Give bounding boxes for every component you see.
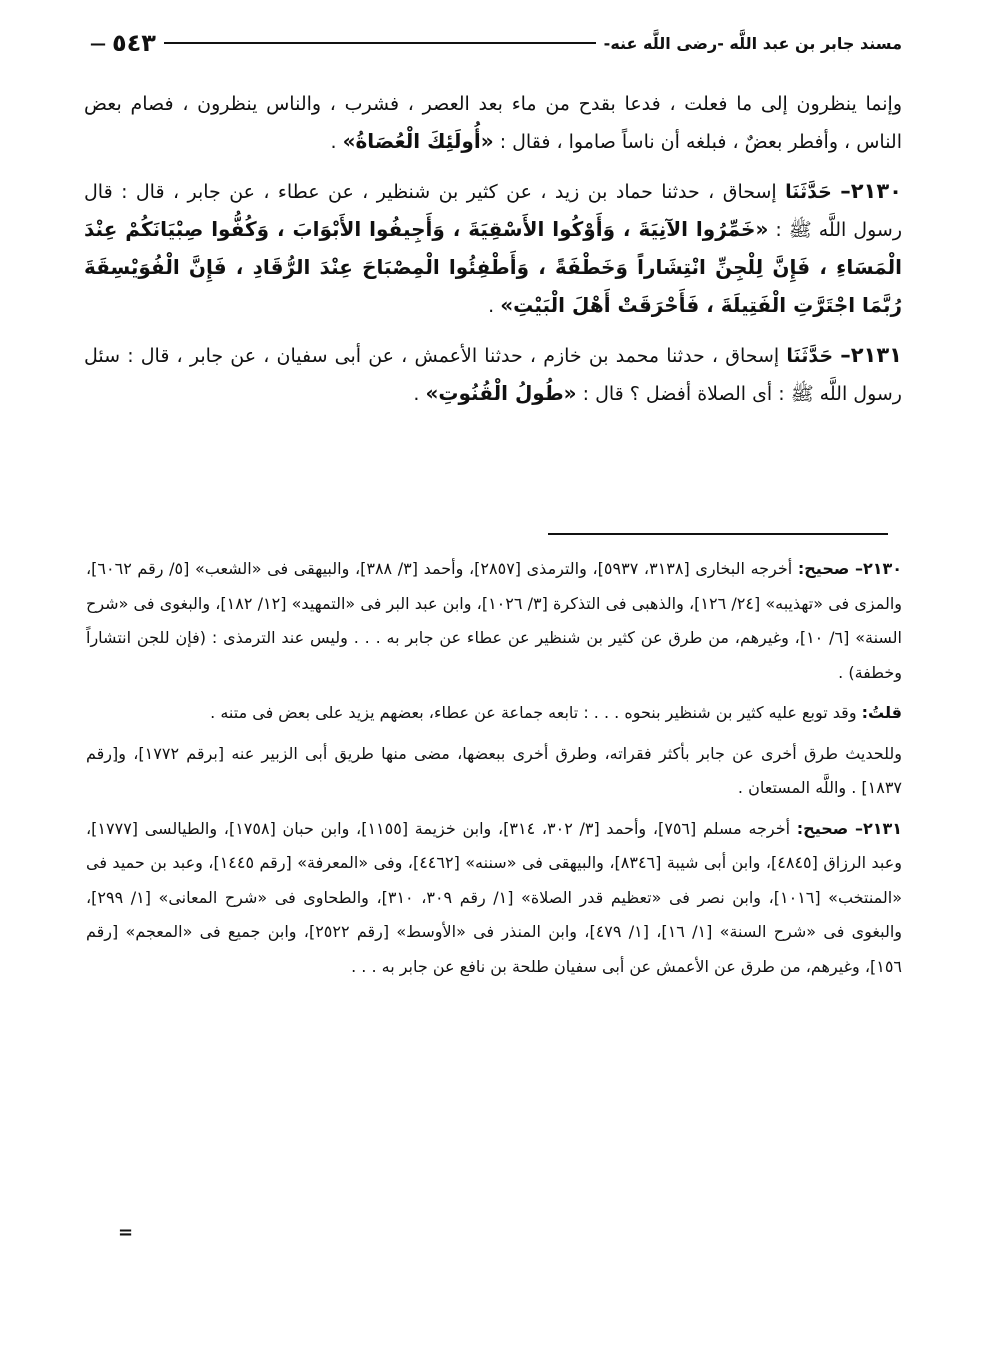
header-dash: — [90, 33, 106, 53]
note-2131-text: أخرجه مسلم [٧٥٦]، وأحمد [٣/ ٣٠٢، ٣١٤]، وابن خزيمة [١١٥٥]، وابن حبان [١٧٥٨]، والطيالسى [١٧٧٧]، وعبد الرزاق [٤٨٤٥]، وابن أبى شيبة [٨٣٤٦]، والبيهقى فى «سننه» [٤٤٦٢]، وفى «المعرفة» [رقم ١٤٤٥]، وعبد بن حميد فى «المنتخب» [١٠١٦]، وابن نصر فى «تعظيم قدر الصلاة» [١/ رقم ٣٠٩، ٣١٠]، والطحاوى فى «شرح المعانى» [١/ ٢٩٩]، والبغوى فى «شرح السنة» [١/ ١٦]، [١/ ٤٧٩]، وابن المنذر فى «الأوسط» [رقم ٢٥٢٢]، وابن جميع فى «المعجم» [رقم ١٥٦]، وغيرهم، من طرق عن الأعمش عن أبى سفيان طلحة بن نافع عن جابر به . . . [86, 818, 903, 976]
note-more-routes: وللحديث طرق أخرى عن جابر بأكثر فقراته، وطرق أخرى ببعضها، مضى منها طريق أبى الزبير عنه [برقم ١٧٧٢]، و[رقم ١٨٣٧] . واللَّه المستعان . [86, 743, 903, 797]
book-title: مسند جابر بن عبد اللَّه -رضى اللَّه عنه- [603, 33, 902, 53]
note-2130-text: أخرجه البخارى [٣١٣٨، ٥٩٣٧]، والترمذى [٢٨٥٧]، وأحمد [٣/ ٣٨٨]، والبيهقى فى «الشعب» [٥/ رقم ٦٠٦٢]، والمزى فى «تهذيبه» [٢٤/ ١٢٦]، والذهبى فى التذكرة [٣/ ١٠٢٦]، وابن عبد البر فى «التمهيد» [١٢/ ١٨٢]، والبغوى فى «شرح السنة» [٦/ ١٠]، وغيرهم، من طرق عن كثير بن شنظير عن عطاء عن جابر به . . . وليس عند الترمذى : (فإن للجن انتشاراً وخطفة) . [86, 559, 903, 682]
hadith-2130-matn: «خَمِّرُوا الآنِيَةَ ، وَأَوْكُوا الأَسْقِيَةَ ، وَأَجِيفُوا الأَبْوَابَ ، وَكُفُّوا صِبْيَانَكُمْ عِنْدَ الْمَسَاءِ ، فَإِنَّ لِلْجِنِّ انْتِشَاراً وَخَطْفَةً ، وَأَطْفِئُوا الْمِصْبَاحَ عِنْدَ الرُّقَادِ ، فَإِنَّ الْفُوَيْسِقَةَ رُبَّمَا اجْتَرَّتِ الْفَتِيلَةَ ، فَأَحْرَقَتْ أَهْلَ الْبَيْتِ» [84, 217, 902, 317]
note-2131-grade: صحيح: [796, 818, 849, 838]
main-text [84, 86, 902, 425]
paragraph-previous-hadith-end [84, 86, 902, 161]
footnote-separator [548, 533, 888, 535]
hadith-2131 [84, 337, 902, 413]
page-number: ٥٤٣ [112, 29, 156, 57]
continuation-mark: = [118, 1222, 134, 1243]
note-2131 [86, 812, 902, 985]
note-qult [86, 696, 902, 731]
header-rule [164, 42, 596, 44]
hadith-2130-isnad: إسحاق ، حدثنا حماد بن زيد ، عن كثير بن شنظير ، عن عطاء ، عن جابر ، قال : قال رسول اللَّه ﷺ : [84, 181, 902, 241]
para1-line2: فصام بعض الناس ، وأفطر بعضٌ ، فبلغه أن ناساً صاموا ، فقال : [84, 93, 902, 153]
hadith-2131-haddathana: حَدَّثَنَا [786, 345, 834, 367]
note-2130-grade: صحيح: [797, 559, 850, 578]
note-2130 [86, 552, 902, 690]
hadith-2131-end: . [413, 383, 420, 405]
note-qult-text: وقد توبع عليه كثير بن شنظير بنحوه . . . : تابعه جماعة عن عطاء، بعضهم يزيد على بعض فى متنه . [210, 703, 857, 722]
note-2130-number: ٢١٣٠– [854, 559, 903, 578]
hadith-2130-end: . [488, 295, 495, 317]
para1-quote: «أُولَئِكَ الْعُصَاةُ» [342, 129, 494, 153]
hadith-2130 [84, 173, 902, 325]
hadith-2131-matn: «طُولُ الْقُنُوتِ» [425, 381, 577, 405]
running-header [84, 26, 902, 60]
hadith-2130-haddathana: حَدَّثَنَا [785, 181, 832, 203]
note-2131-number: ٢١٣١– [854, 818, 902, 838]
para1-end: . [330, 131, 337, 153]
footnotes [86, 552, 902, 990]
note-qult-label: قلتُ: [861, 703, 902, 722]
para1-line1: وإنما ينظرون إلى ما فعلت ، فدعا بقدح من ماء بعد العصر ، فشرب ، والناس ينظرون ، [182, 93, 902, 115]
hadith-2131-isnad: إسحاق ، حدثنا محمد بن خازم ، حدثنا الأعمش ، عن أبى سفيان ، عن جابر ، قال : سئل رسول اللَّه ﷺ : أى الصلاة أفضل ؟ قال : [84, 345, 902, 405]
hadith-2131-number: ٢١٣١– [840, 343, 903, 367]
hadith-2130-number: ٢١٣٠– [840, 179, 902, 203]
